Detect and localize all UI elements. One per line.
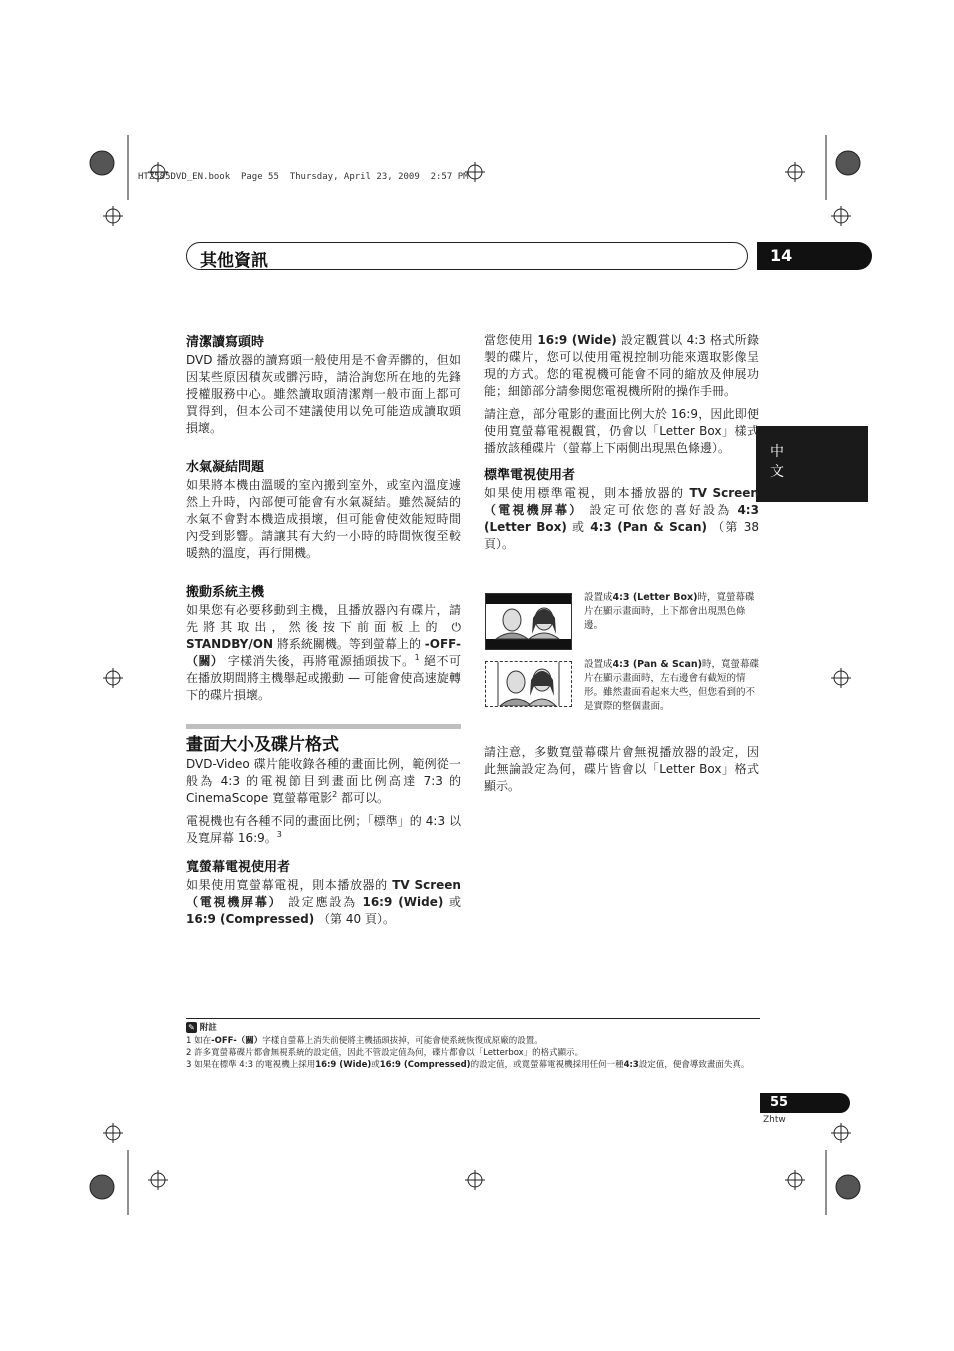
- note-3-g: 設定值，便會導致畫面失真。: [638, 1060, 750, 1070]
- note-icon: ✎: [186, 1022, 197, 1033]
- widescreen-page-ref: （第 40 頁）。: [318, 912, 395, 926]
- letterbox-illustration: [485, 593, 572, 650]
- off-label: -OFF-（關）: [186, 637, 461, 668]
- right-column-bottom: [484, 744, 759, 801]
- moving-text-1: 如果您有必要移動到主機，且播放器內有碟片，請先將其取出，然後按下前面板上的: [186, 603, 461, 634]
- chapter-number: 14: [757, 242, 872, 270]
- left-column: [186, 334, 461, 934]
- notes-title: 附註: [199, 1023, 217, 1033]
- wide-label: 16:9 (Wide): [537, 333, 617, 347]
- heading-widescreen-users: 寬螢幕電視使用者: [186, 860, 291, 875]
- note-3-compressed: 16:9 (Compressed): [379, 1060, 471, 1070]
- panscan-caption: [584, 658, 759, 714]
- widescreen-text-2: 設定應設為: [288, 895, 357, 909]
- notes-divider: [186, 1018, 760, 1019]
- note-1: [186, 1035, 761, 1047]
- wide-setting-label: 16:9 (Wide): [362, 895, 444, 909]
- aspect-text-2: 都可以。: [341, 791, 390, 805]
- paragraph-aspect-ratios: [186, 756, 461, 807]
- heading-standard-tv-users: 標準電視使用者: [484, 468, 576, 483]
- widescreen-text-1: 如果使用寬螢幕電視，則本播放器的: [186, 878, 388, 892]
- standard-or: 或: [571, 520, 586, 534]
- wide-text-2: 設定觀賞以 4:3 格式所錄製的碟片，您可以使用電視控制功能來選取影像呈現的方式。您的電視機可能會不同的縮放及伸展功能；細節部分請參閱您電視機所附的操作手冊。: [484, 333, 759, 398]
- tv-screen-label: TV Screen（電視機屏幕）: [186, 878, 461, 909]
- letterbox-caption: [584, 591, 759, 633]
- standby-label: STANDBY/ON: [186, 637, 273, 651]
- standard-text-1: 如果使用標準電視，則本播放器的: [484, 486, 685, 500]
- letterbox-caption-label: 4:3 (Letter Box): [612, 592, 698, 603]
- paragraph-standard-tv-users: [484, 485, 759, 553]
- language-tab-label: 中文: [770, 444, 784, 480]
- aspect-text-1: DVD-Video 碟片能收錄各種的畫面比例，範例從一般為 4:3 的電視節目到畫面比例高達 7:3 的 CinemaScope 寬螢幕電影: [186, 757, 461, 805]
- tv-screen-label-2: TV Screen（電視機屏幕）: [484, 486, 759, 517]
- panscan-setting-label: 4:3 (Pan & Scan): [590, 520, 708, 534]
- moving-text-3: 字樣消失後，再將電源插頭拔下。: [227, 654, 415, 668]
- footnote-ref-3: 3: [276, 830, 282, 839]
- note-3-e: 的設定值，或寬螢幕電視機採用任何一種: [470, 1060, 624, 1070]
- note-3-or: 或: [371, 1060, 380, 1070]
- paragraph-condensation: 如果將本機由溫暖的室內搬到室外，或室內溫度遽然上升時，內部便可能會有水氣凝結。雖然凝結的水氣不會對本機造成損壞，但可能會使效能短時間內受到影響。請讓其有大約一小時的時間恢復至較暖熱的溫度，再行開機。: [186, 478, 461, 560]
- tv-ratio-text: 電視機也有各種不同的畫面比例；「標準」的 4:3 以及寬屏幕 16:9。: [186, 814, 461, 845]
- notes-block: [186, 1022, 761, 1071]
- print-header: HTZ585DVD_EN.book Page 55 Thursday, April 23, 2009 2:57 PM: [138, 172, 469, 182]
- note-3: [186, 1059, 761, 1071]
- panscan-caption-1: 設置成: [584, 659, 613, 670]
- right-column: [484, 332, 759, 559]
- paragraph-letterbox-default: 請注意，多數寬螢幕碟片會無視播放器的設定，因此無論設定為何，碟片皆會以「Letter Box」格式顯示。: [484, 745, 759, 793]
- compressed-setting-label: 16:9 (Compressed): [186, 912, 315, 926]
- paragraph-tv-ratios: [186, 813, 461, 847]
- panscan-caption-2: 時，寬螢幕碟片在顯示畫面時，左右邊會有截短的情形。雖然畫面看起來大些，但您看到的不是實際的整個畫面。: [584, 659, 759, 712]
- paragraph-letterbox-note: 請注意，部分電影的畫面比例大於 16:9，因此即便使用寬螢幕電視觀賞，仍會以「Letter Box」樣式播放該種碟片（螢幕上下兩側出現黑色條邊）。: [484, 407, 759, 455]
- note-1-off: -OFF-（關）: [211, 1036, 263, 1046]
- note-3-wide: 16:9 (Wide): [315, 1060, 372, 1070]
- section-title-screen-size: 畫面大小及碟片格式: [186, 724, 461, 754]
- paragraph-cleaning-lens: DVD 播放器的讀寫頭一般使用是不會弄髒的，但如因某些原因積灰或髒污時，請洽詢您所在地的先鋒授權服務中心。雖然讀取頭清潔劑一般市面上都可買得到，但本公司不建議使用以免可能造成讀取頭損壞。: [186, 353, 461, 435]
- heading-moving-unit: 搬動系統主機: [186, 585, 265, 600]
- widescreen-or: 或: [448, 895, 461, 909]
- power-icon: ⏻: [451, 620, 461, 634]
- paragraph-moving-unit: [186, 602, 461, 704]
- footnote-ref-1: 1: [414, 653, 420, 662]
- moving-text-2: 將系統關機。等到螢幕上的: [276, 637, 421, 651]
- note-1-c: 字樣自螢幕上消失前便將主機插頭拔掉，可能會使系統恢復成原廠的設置。: [262, 1036, 543, 1046]
- standard-text-2: 設定可依您的喜好設為: [589, 503, 732, 517]
- standard-page-ref: （第 38 頁）。: [484, 520, 759, 551]
- page-number: 55: [760, 1093, 850, 1113]
- heading-cleaning-lens: 清潔讀寫頭時: [186, 335, 265, 350]
- language-code: Zhtw: [763, 1115, 786, 1125]
- chapter-title-frame: [186, 242, 748, 270]
- note-2: 2 許多寬螢幕碟片都會無視系統的設定值，因此不管設定值為何，碟片都會以「Letterbox」的格式顯示。: [186, 1048, 584, 1058]
- paragraph-wide-setting: [484, 332, 759, 400]
- letterbox-setting-label: 4:3 (Letter Box): [484, 503, 759, 534]
- paragraph-widescreen-users: [186, 877, 461, 928]
- panscan-illustration: [485, 661, 572, 707]
- chapter-title: 其他資訊: [200, 251, 268, 271]
- heading-condensation: 水氣凝結問題: [186, 460, 265, 475]
- note-3-a: 3 如果在標準 4:3 的電視機上採用: [186, 1060, 316, 1070]
- letterbox-caption-1: 設置成: [584, 592, 613, 603]
- panscan-caption-label: 4:3 (Pan & Scan): [612, 659, 702, 670]
- letterbox-caption-2: 時，寬螢幕碟片在顯示畫面時，上下都會出現黑色條邊。: [584, 592, 755, 631]
- note-3-43: 4:3: [623, 1060, 639, 1070]
- wide-text-1: 當您使用: [484, 333, 534, 347]
- moving-text-4: 絕不可在播放期間將主機舉起或搬動 — 可能會使高速旋轉下的碟片損壞。: [186, 654, 461, 702]
- note-1-a: 1 如在: [186, 1036, 212, 1046]
- footnote-ref-2: 2: [332, 790, 338, 799]
